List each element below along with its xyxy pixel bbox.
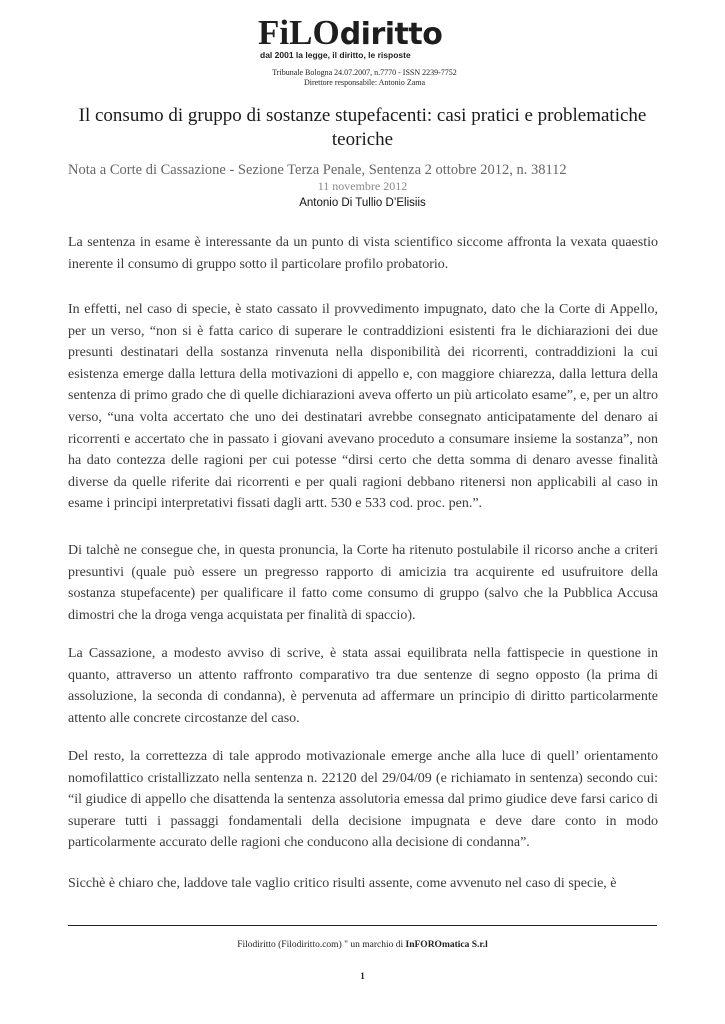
- body-paragraph: Del resto, la correttezza di tale approdo motivazionale emerge anche alla luce di quell’ orientamento nomofilattico cristallizzato nella sentenza n. 22120 del 29/04/09 (e richiamato in sentenza) secondo cui: “il giudice di appello che disattenda la sentenza assolutoria emessa dal primo giudice deve farsi carico di superare tutti i passaggi fondamentali della decisione impugnata e deve dare conto in modo particolarmente accurato delle ragioni che conducono alla decisione di condanna”.: [68, 749, 658, 851]
- footer-divider: [68, 925, 657, 926]
- article-author: Antonio Di Tullio D’Elisiis: [299, 197, 426, 209]
- logo-diritto: diritto: [339, 17, 443, 52]
- footer-credit-text: Filodiritto (Filodiritto.com) " un marchio di: [237, 940, 406, 950]
- registry-line: Tribunale Bologna 24.07.2007, n.7770 - ISSN 2239-7752: [272, 68, 457, 77]
- logo-tagline: dal 2001 la legge, il diritto, le risposte: [260, 50, 411, 60]
- footer-brand: InFOROmatica S.r.l: [405, 940, 488, 950]
- filodiritto-logo: [258, 13, 473, 64]
- body-paragraph: In effetti, nel caso di specie, è stato cassato il provvedimento impugnato, dato che la Corte di Appello, per un verso, “non si è fatta carico di superare le contraddizioni esistenti fra le dichiarazioni dei due presunti destinatari della sostanza rinvenuta nella disponibilità dei ricorrenti, contraddizioni la cui esistenza emerge dalla lettura della motivazioni di appello e, con maggiore chiarezza, dalla lettura della sentenza di primo grado che di quelle dichiarazioni aveva offerto un più articolato esame”, e, per un altro verso, “una volta accertato che uno dei destinatari avrebbe consegnato anticipatamente del denaro ai ricorrenti e accertato che in passato i giovani avevano proceduto a consumare insieme la sostanza”, non ha dato contezza delle ragioni per cui potesse “dirsi certo che detta somma di denaro avesse finalità diverse da quelle riferite dai ricorrenti e per quali ragioni debbano ritenersi non applicabili al caso in esame i principi interpretativi fissati dagli artt. 530 e 533 cod. proc. pen.”.: [68, 302, 658, 512]
- article-title: Il consumo di gruppo di sostanze stupefacenti: casi pratici e problematiche teoriche: [78, 105, 647, 150]
- body-paragraph: La Cassazione, a modesto avviso di scrive, è stata assai equilibrata nella fattispecie in questione in quanto, attraverso un attento raffronto comparativo tra due sentenze di segno opposto (la prima di assoluzione, la seconda di condanna), è pervenuta ad affermare un principio di diritto particolarmente attento alle concrete circostanze del caso.: [68, 646, 658, 726]
- body-paragraph: La sentenza in esame è interessante da un punto di vista scientifico siccome affronta la vexata quaestio inerente il consumo di gruppo sotto il particolare profilo probatorio.: [68, 235, 658, 272]
- editor-line: Direttore responsabile: Antonio Zama: [303, 78, 426, 87]
- logo-wordmark: [258, 13, 443, 52]
- body-paragraph: Di talchè ne consegue che, in questa pronuncia, la Corte ha ritenuto postulabile il ricorso anche a criteri presuntivi (quale può essere un pregresso rapporto di amicizia tra acquirente ed usufruitore della sostanza stupefacente) per qualificare il fatto come consumo di gruppo (salvo che la Pubblica Accusa dimostri che la droga venga acquistata per finalità di spaccio).: [68, 543, 658, 623]
- article-note: Nota a Corte di Cassazione - Sezione Terza Penale, Sentenza 2 ottobre 2012, n. 38112: [68, 162, 567, 178]
- logo-filo: FiLO: [258, 13, 340, 52]
- body-paragraph: Sicchè è chiaro che, laddove tale vaglio critico risulti assente, come avvenuto nel caso di specie, è: [68, 876, 617, 891]
- footer-credit: [0, 940, 725, 950]
- page-number: 1: [360, 971, 365, 981]
- article-date: 11 novembre 2012: [317, 179, 408, 193]
